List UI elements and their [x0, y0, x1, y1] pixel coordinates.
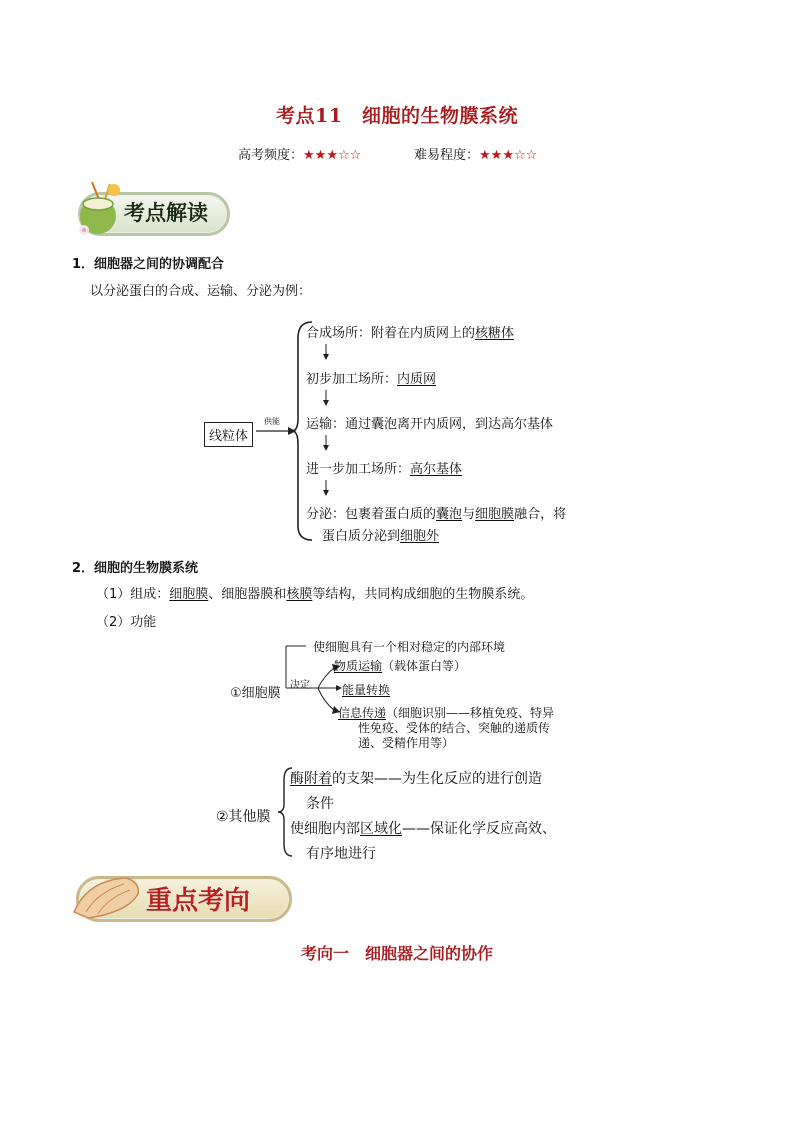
arrow-down-icon [320, 390, 332, 406]
exam-frequency [238, 144, 361, 163]
section1-intro: 以分泌蛋白的合成、运输、分泌为例： [90, 284, 312, 299]
key-nuclear-membrane: 核膜 [286, 587, 313, 602]
key-ribosome: 核糖体 [475, 326, 515, 341]
banner-kaodian-jiedu [70, 180, 230, 240]
arrow-down-icon [320, 344, 332, 360]
cell-membrane-label: ①细胞膜 [230, 686, 281, 701]
difficulty-stars: ★★★☆☆ [479, 148, 538, 163]
function-energy [342, 681, 390, 698]
page-title: 考点11 细胞的生物膜系统 [276, 105, 518, 127]
seashell-icon [68, 872, 148, 924]
key-er: 内质网 [397, 372, 437, 387]
pathway-bracket [254, 318, 314, 546]
key-outside-cell: 细胞外 [400, 529, 440, 544]
step-secretion: 分泌：包裹着蛋白质的囊泡与细胞膜融合，将 [306, 507, 567, 522]
banner-text: 考点解读 [124, 200, 208, 225]
arrow-down-icon [320, 435, 332, 451]
key-vesicle: 囊泡 [436, 507, 463, 522]
function-label: （2）功能 [96, 615, 157, 630]
banner-text: 重点考向 [146, 886, 251, 916]
key-material-transport: 物质运输 [334, 659, 383, 673]
section1-heading: 1．细胞器之间的协调配合 [72, 257, 225, 272]
other-function-enzyme: 酶附着的支架——为生化反应的进行创造 [290, 771, 542, 787]
decide-label: 决定 [290, 680, 310, 691]
key-plasma-membrane: 细胞膜 [169, 587, 209, 602]
banner-zhongdian-kaoxiang [68, 866, 294, 926]
difficulty-level [414, 144, 537, 163]
other-function-compartment-line2: 有序地进行 [306, 846, 376, 862]
step-initial-processing: 初步加工场所：内质网 [306, 372, 437, 387]
key-energy-conversion: 能量转换 [342, 683, 391, 697]
function-information: 信息传递（细胞识别——移植免疫、特异 [338, 706, 555, 720]
arrow-down-icon [320, 480, 332, 496]
key-compartmentalization: 区域化 [360, 821, 402, 837]
function-internal-environment: 使细胞具有一个相对稳定的内部环境 [313, 640, 506, 654]
step-further-processing: 进一步加工场所：高尔基体 [306, 462, 463, 477]
composition-line: （1）组成：细胞膜、细胞器膜和核膜等结构，共同构成细胞的生物膜系统。 [96, 587, 534, 602]
difficulty-label: 难易程度： [414, 148, 480, 163]
other-membranes-label: ②其他膜 [216, 809, 271, 825]
section2-heading: 2．细胞的生物膜系统 [72, 561, 199, 576]
key-cell-membrane: 细胞膜 [475, 507, 515, 522]
function-information-line2: 性免疫、受体的结合、突触的递质传 [358, 721, 551, 735]
direction-title: 考向一 细胞器之间的协作 [300, 944, 493, 963]
step-secretion-line2: 蛋白质分泌到细胞外 [322, 529, 440, 544]
frequency-label: 高考频度： [238, 148, 304, 163]
function-information-line3: 递、受精作用等） [358, 736, 455, 750]
mitochondria-box: 线粒体 [204, 422, 253, 447]
function-transport: 物质运输（载体蛋白等） [334, 659, 467, 673]
key-information-transfer: 信息传递 [338, 706, 387, 720]
frequency-stars: ★★★☆☆ [303, 148, 362, 163]
key-golgi: 高尔基体 [410, 462, 463, 477]
step-transport: 运输：通过囊泡离开内质网，到达高尔基体 [306, 417, 554, 432]
supply-energy-label: 供能 [264, 417, 280, 426]
other-function-compartment: 使细胞内部区域化——保证化学反应高效、 [290, 821, 556, 837]
other-function-enzyme-line2: 条件 [306, 796, 334, 812]
step-synthesis: 合成场所：附着在内质网上的核糖体 [306, 326, 515, 341]
key-enzyme-attachment: 酶附着 [290, 771, 332, 787]
